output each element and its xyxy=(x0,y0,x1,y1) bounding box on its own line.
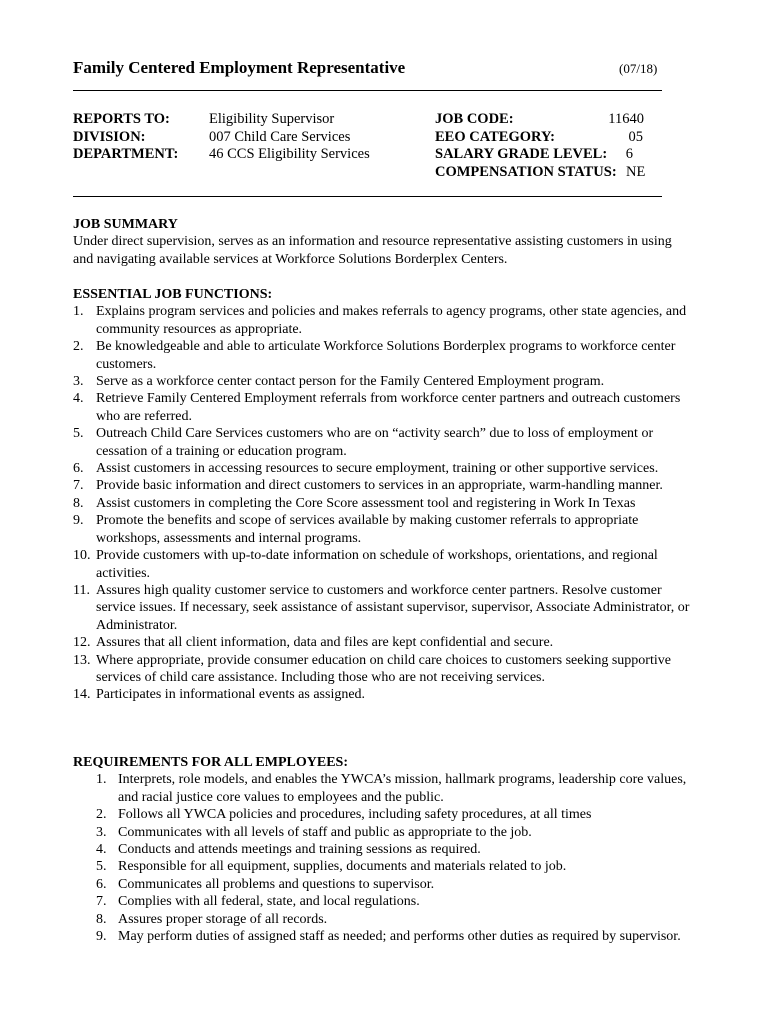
essential-functions-heading: ESSENTIAL JOB FUNCTIONS: xyxy=(73,287,273,302)
function-item-text: Promote the benefits and scope of services available by making customer referrals to appropriate workshops, assessments and internal programs. xyxy=(96,513,639,546)
function-item-text: Assist customers in accessing resources to secure employment, training or other supportive services. xyxy=(96,461,659,477)
requirement-item-number: 5. xyxy=(96,859,107,875)
function-item-number: 3. xyxy=(73,374,84,390)
job-code-value: 11640 xyxy=(608,111,644,127)
function-item-text: Be knowledgeable and able to articulate Workforce Solutions Borderplex programs to workforce center customers. xyxy=(96,339,676,372)
requirement-item-number: 7. xyxy=(96,894,107,910)
document-title: Family Centered Employment Representative xyxy=(73,58,406,77)
requirement-item-text: Follows all YWCA policies and procedures, including safety procedures, at all times xyxy=(118,807,592,823)
requirement-item-number: 8. xyxy=(96,911,107,927)
requirement-item-number: 9. xyxy=(96,929,107,945)
requirement-item-text: Interprets, role models, and enables the YWCA’s mission, hallmark programs, leadership core values, and racial justice core values to employees and the public. xyxy=(118,772,687,805)
division-value: 007 Child Care Services xyxy=(209,128,351,145)
requirement-item xyxy=(73,893,701,910)
function-item xyxy=(73,495,701,512)
requirement-item xyxy=(73,911,701,928)
function-item-number: 6. xyxy=(73,461,84,477)
function-item xyxy=(73,460,701,477)
job-summary-heading: JOB SUMMARY xyxy=(73,217,178,232)
function-item-number: 11. xyxy=(73,582,90,598)
function-item-text: Provide basic information and direct customers to services in an appropriate, warm-handling manner. xyxy=(96,478,663,494)
requirements-heading: REQUIREMENTS FOR ALL EMPLOYEES: xyxy=(73,755,348,770)
function-item-number: 2. xyxy=(73,339,84,355)
info-values-right xyxy=(590,111,644,181)
requirement-item-text: Communicates all problems and questions to supervisor. xyxy=(118,876,435,892)
requirements-section xyxy=(73,754,701,945)
function-item-number: 8. xyxy=(73,495,84,511)
function-item xyxy=(73,390,701,425)
essential-functions-section xyxy=(73,286,701,704)
job-summary-section xyxy=(73,216,701,268)
requirement-item-text: Responsible for all equipment, supplies, documents and materials related to job. xyxy=(118,859,567,875)
function-item-text: Provide customers with up-to-date information on schedule of workshops, orientations, and regional activities. xyxy=(96,548,658,581)
job-code-label: JOB CODE: xyxy=(435,111,514,127)
requirement-item-number: 2. xyxy=(96,807,107,823)
function-item-text: Assures that all client information, data and files are kept confidential and secure. xyxy=(96,635,554,651)
function-item xyxy=(73,512,701,547)
job-summary-text: Under direct supervision, serves as an information and resource representative assisting customers in using and navigating available services at Workforce Solutions Borderplex Centers. xyxy=(73,234,672,267)
function-item xyxy=(73,425,701,460)
function-item-text: Assures high quality customer service to customers and workforce center partners. Resolve customer service issues. If necessary, seek assistance of assistant supervisor, supervisor, Associate Administrator, or Administrator. xyxy=(96,582,690,633)
requirement-item xyxy=(73,771,701,806)
function-item-number: 13. xyxy=(73,652,91,668)
function-item-text: Explains program services and policies and makes referrals to agency programs, other state agencies, and community resources as appropriate. xyxy=(96,304,687,337)
compensation-status-value: NE xyxy=(626,163,646,180)
info-divider xyxy=(73,196,662,197)
function-item-number: 4. xyxy=(73,391,84,407)
function-item xyxy=(73,373,701,390)
function-item-text: Participates in informational events as assigned. xyxy=(96,687,366,703)
reports-to-label: REPORTS TO: xyxy=(73,111,170,127)
eeo-category-label: EEO CATEGORY: xyxy=(435,128,555,145)
function-item-number: 9. xyxy=(73,513,84,529)
function-item xyxy=(73,547,701,582)
requirement-item xyxy=(73,841,701,858)
requirement-item-number: 4. xyxy=(96,842,107,858)
department-label: DEPARTMENT: xyxy=(73,146,179,162)
function-item-text: Where appropriate, provide consumer education on child care choices to customers seeking supportive services of child care assistance. Including those who are not receiving services. xyxy=(96,652,671,685)
requirement-item xyxy=(73,806,701,823)
function-item xyxy=(73,686,701,703)
function-item xyxy=(73,652,701,687)
top-divider xyxy=(73,90,662,91)
essential-functions-list xyxy=(73,303,701,703)
requirement-item xyxy=(73,858,701,875)
function-item xyxy=(73,582,701,634)
requirement-item xyxy=(73,824,701,841)
function-item-number: 10. xyxy=(73,548,91,564)
requirement-item-text: Communicates with all levels of staff and public as appropriate to the job. xyxy=(118,824,532,840)
function-item-number: 7. xyxy=(73,478,84,494)
function-item-number: 1. xyxy=(73,304,84,320)
requirement-item-text: Assures proper storage of all records. xyxy=(118,911,328,927)
division-label: DIVISION: xyxy=(73,128,146,145)
function-item-text: Outreach Child Care Services customers who are on “activity search” due to loss of employment or cessation of a training or education program. xyxy=(96,426,654,459)
requirement-item xyxy=(73,876,701,893)
salary-grade-value: 6 xyxy=(625,146,633,162)
function-item-number: 5. xyxy=(73,426,84,442)
revision-date: (07/18) xyxy=(619,61,658,76)
compensation-status-label: COMPENSATION STATUS: xyxy=(435,163,617,180)
requirement-item-number: 3. xyxy=(96,824,107,840)
requirements-list xyxy=(73,771,701,945)
info-values-left xyxy=(209,111,370,164)
function-item-text: Assist customers in completing the Core Score assessment tool and registering in Work In Texas xyxy=(96,495,636,511)
requirement-item-text: Conducts and attends meetings and training sessions as required. xyxy=(118,842,481,858)
requirement-item-text: Complies with all federal, state, and local regulations. xyxy=(118,894,420,910)
requirement-item xyxy=(73,928,701,945)
requirement-item-text: May perform duties of assigned staff as needed; and performs other duties as required by supervisor. xyxy=(118,929,681,945)
function-item-text: Serve as a workforce center contact person for the Family Centered Employment program. xyxy=(96,374,605,390)
eeo-category-value: 05 xyxy=(628,128,643,145)
function-item-number: 12. xyxy=(73,635,91,651)
function-item-number: 14. xyxy=(73,687,91,703)
function-item xyxy=(73,303,701,338)
department-value: 46 CCS Eligibility Services xyxy=(209,146,370,162)
requirement-item-number: 6. xyxy=(96,876,107,892)
requirement-item-number: 1. xyxy=(96,772,107,788)
salary-grade-label: SALARY GRADE LEVEL: xyxy=(435,146,608,162)
reports-to-value: Eligibility Supervisor xyxy=(209,111,335,127)
info-labels-left xyxy=(73,111,178,164)
function-item-text: Retrieve Family Centered Employment referrals from workforce center partners and outreach customers who are referred. xyxy=(96,391,681,424)
function-item xyxy=(73,477,701,494)
function-item xyxy=(73,338,701,373)
function-item xyxy=(73,634,701,651)
